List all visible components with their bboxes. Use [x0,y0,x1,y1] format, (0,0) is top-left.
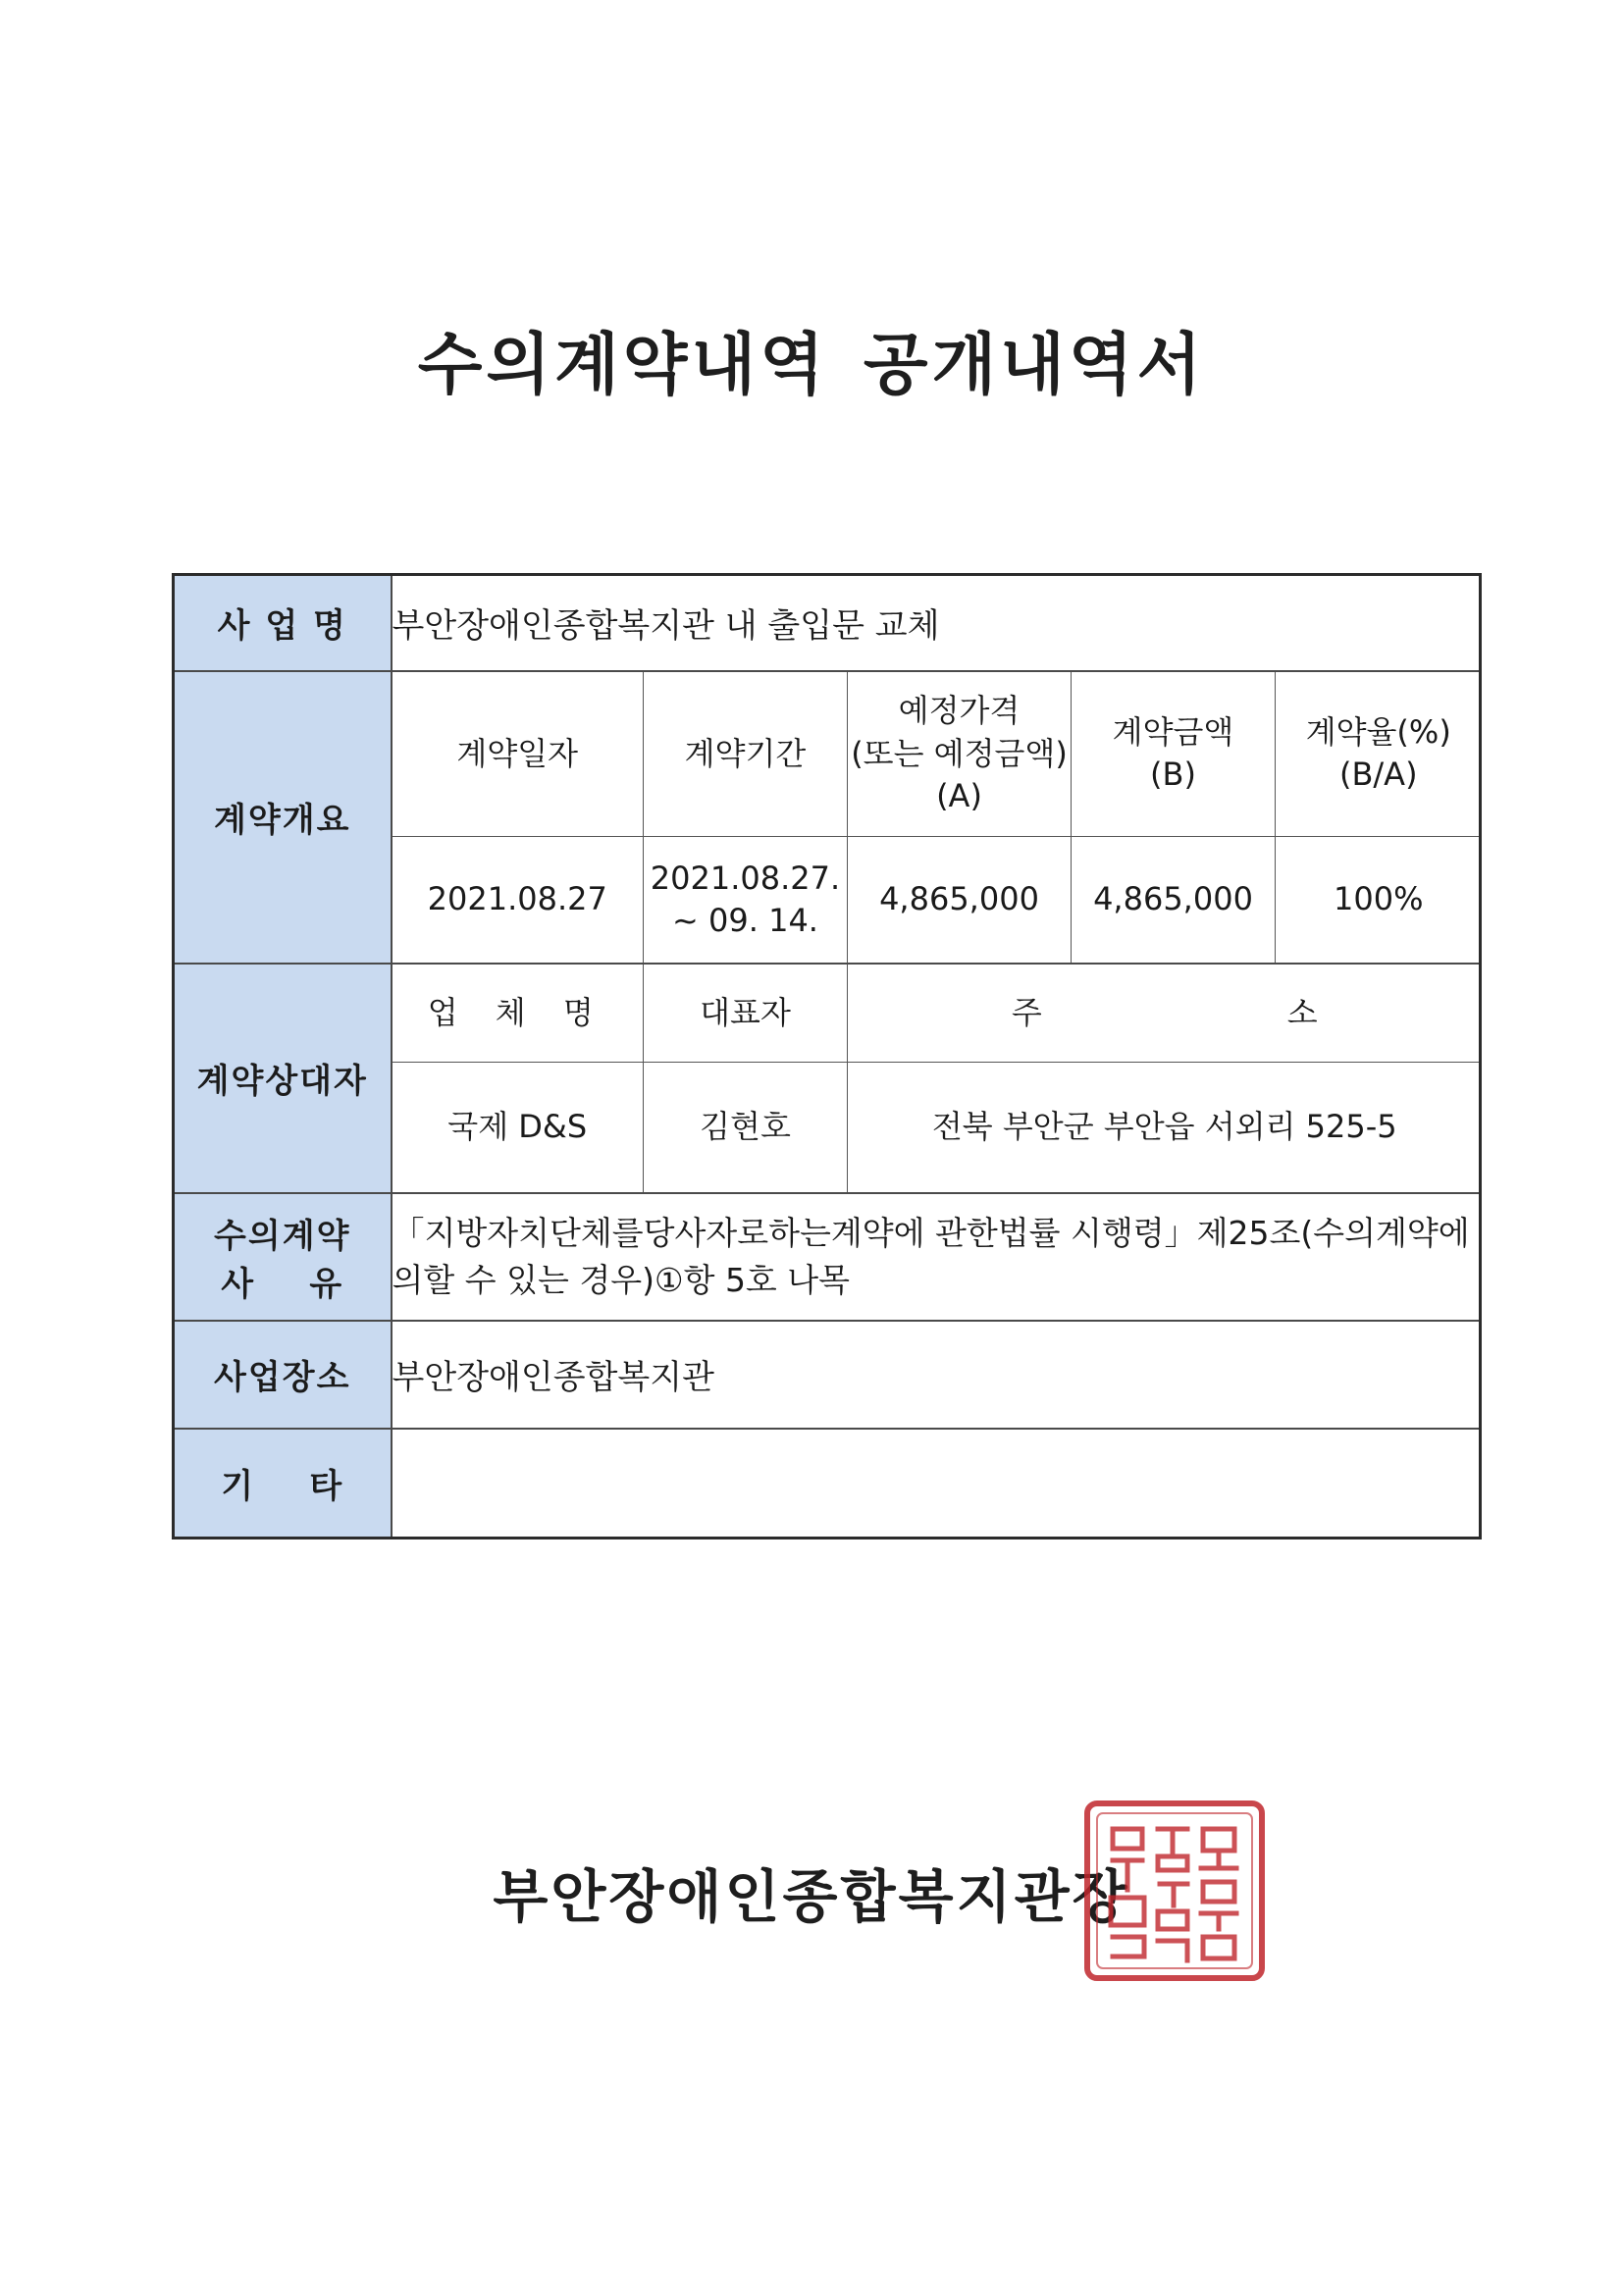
issuer-name: 부안장애인종합복지관장 [493,1863,1130,1930]
header-estimate [848,672,1072,837]
other-value [392,1429,1481,1539]
counterparty-label: 계약상대자 [174,964,392,1193]
title-part2: 공개내역서 [863,327,1206,404]
overview-label: 계약개요 [174,671,392,964]
overview-row [174,671,1481,964]
document-title [0,312,1623,407]
header-estimate-line2: (또는 예정금액) [851,734,1068,772]
counterparty-subtable [393,965,1482,1192]
value-period-line1: 2021.08.27. [650,859,841,897]
reason-value: 「지방자치단체를당사자로하는계약에 관한법률 시행령」제25조(수의계약에 의할 수 있는 경우)①항 5호 나목 [392,1193,1481,1321]
counterparty-row [174,964,1481,1193]
reason-row [174,1193,1481,1321]
overview-subtable [393,672,1482,963]
header-contract-period: 계약기간 [644,672,848,837]
header-representative: 대표자 [644,965,848,1063]
official-seal-stamp [1083,1800,1266,1982]
reason-label-line1: 수의계약 [214,1216,351,1256]
title-part1: 수의계약내역 [417,327,828,404]
header-company: 업 체 명 [393,965,644,1063]
location-label: 사업장소 [174,1321,392,1429]
header-amount-line1: 계약금액 [1112,713,1234,752]
project-value: 부안장애인종합복지관 내 출입문 교체 [392,575,1481,671]
header-rate-line2: (B/A) [1338,756,1418,794]
project-label: 사 업 명 [174,575,392,671]
value-representative: 김현호 [644,1063,848,1192]
header-address-b: 소 [1286,993,1318,1031]
reason-label [174,1193,392,1321]
header-estimate-line1: 예정가격 [898,692,1021,730]
header-address-a: 주 [1011,993,1042,1031]
value-period-line2: ~ 09. 14. [672,901,818,939]
value-contract-rate: 100% [1276,837,1482,963]
reason-label-line2: 사 유 [221,1264,344,1304]
other-row [174,1429,1481,1539]
header-contract-date: 계약일자 [393,672,644,837]
header-rate-line1: 계약율(%) [1305,713,1451,752]
project-row [174,575,1481,671]
value-contract-amount: 4,865,000 [1072,837,1276,963]
header-estimate-line3: (A) [936,776,982,814]
location-value: 부안장애인종합복지관 [392,1321,1481,1429]
value-contract-date: 2021.08.27 [393,837,644,963]
other-label: 기 타 [174,1429,392,1539]
value-address: 전북 부안군 부안읍 서외리 525-5 [848,1063,1482,1192]
header-contract-rate [1276,672,1482,837]
value-estimate: 4,865,000 [848,837,1072,963]
value-contract-period [644,837,848,963]
contract-table [172,573,1482,1539]
location-row [174,1321,1481,1429]
header-contract-amount [1072,672,1276,837]
header-address [848,965,1482,1063]
header-amount-line2: (B) [1150,756,1196,794]
value-company: 국제 D&S [393,1063,644,1192]
